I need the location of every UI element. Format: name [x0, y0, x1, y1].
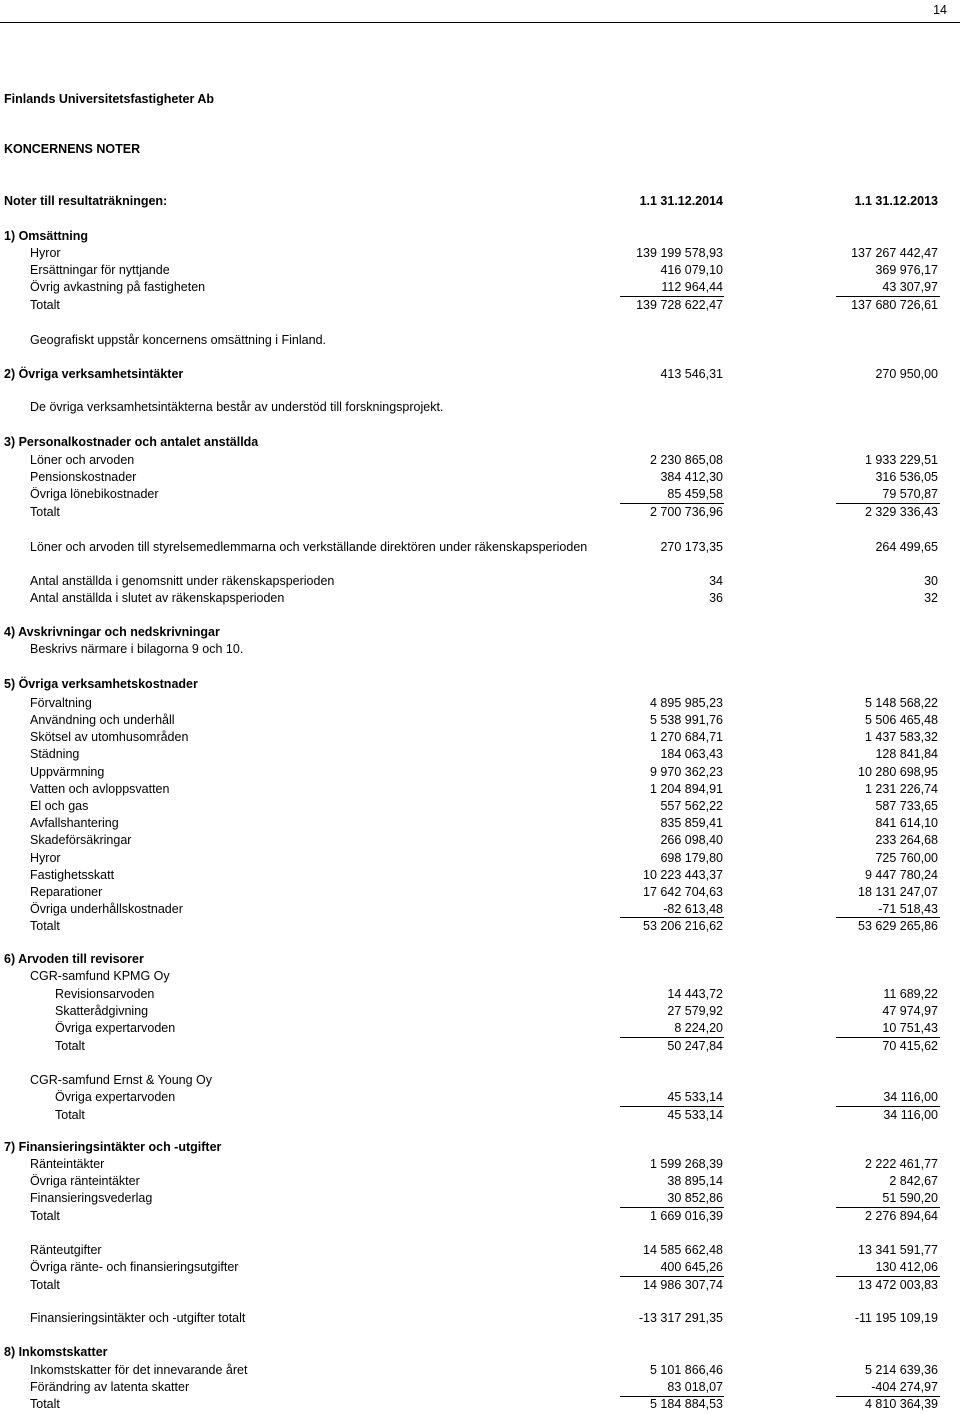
value-2013: 34 116,00 — [883, 1108, 938, 1122]
value-2014: 10 223 443,37 — [643, 868, 723, 882]
value-2014: 835 859,41 — [660, 816, 723, 830]
column-header-2013: 1.1 31.12.2013 — [854, 194, 938, 208]
total-row — [0, 918, 960, 935]
value-2014: 8 224,20 — [674, 1021, 723, 1035]
table-row — [0, 781, 960, 798]
value-2014: 50 247,84 — [667, 1039, 723, 1053]
value-2014: 698 179,80 — [660, 851, 723, 865]
row-label: Uppvärmning — [30, 765, 105, 779]
table-row — [0, 815, 960, 832]
value-2014: -82 613,48 — [663, 902, 723, 916]
value-2014: 14 443,72 — [667, 987, 723, 1001]
value-2014: 53 206 216,62 — [643, 919, 723, 933]
row-label: Löner och arvoden — [30, 453, 135, 467]
value-2014: 139 199 578,93 — [636, 246, 723, 260]
table-row — [0, 262, 960, 279]
note-1-title-row — [0, 228, 960, 245]
note-text-content: De övriga verksamhetsintäkterna består av understöd till forskningsprojekt. — [30, 400, 444, 414]
value-2013: 725 760,00 — [875, 851, 938, 865]
note-2-title-row — [0, 366, 960, 383]
value-2014: 2 700 736,96 — [650, 505, 723, 519]
value-2013: -404 274,97 — [871, 1380, 938, 1394]
table-row — [0, 1242, 960, 1259]
row-label: Övriga expertarvoden — [55, 1090, 176, 1104]
row-label: Totalt — [30, 298, 60, 312]
value-2013: 2 222 461,77 — [865, 1157, 938, 1171]
row-label: Antal anställda i slutet av räkenskapsperioden — [30, 591, 285, 605]
note-title: 7) Finansieringsintäkter och -utgifter — [4, 1140, 222, 1154]
value-2014: 38 895,14 — [667, 1174, 723, 1188]
note-5-title-row — [0, 676, 960, 693]
value-2013: 128 841,84 — [875, 747, 938, 761]
value-2013: 47 974,97 — [882, 1004, 938, 1018]
value-2013: 18 131 247,07 — [858, 885, 938, 899]
total-row — [0, 1396, 960, 1413]
value-2013: -11 195 109,19 — [854, 1311, 938, 1325]
value-2014: 139 728 622,47 — [636, 298, 723, 312]
value-2014: 14 986 307,74 — [643, 1278, 723, 1292]
value-2014: 1 204 894,91 — [650, 782, 723, 796]
row-label: Övrig avkastning på fastigheten — [30, 280, 206, 294]
value-2013: 137 680 726,61 — [851, 298, 938, 312]
total-row — [0, 1277, 960, 1294]
note-title: 3) Personalkostnader och antalet anställda — [4, 435, 259, 449]
value-2014: 5 184 884,53 — [650, 1397, 723, 1411]
value-2013: 5 214 639,36 — [865, 1363, 938, 1377]
row-label: Totalt — [30, 505, 60, 519]
value-2013: 316 536,05 — [875, 470, 938, 484]
value-2014: 4 895 985,23 — [650, 696, 723, 710]
note-title: 4) Avskrivningar och nedskrivningar — [4, 625, 220, 639]
note-title: 6) Arvoden till revisorer — [4, 952, 144, 966]
row-label: Totalt — [55, 1108, 85, 1122]
value-2013: 2 842,67 — [889, 1174, 938, 1188]
page-number: 14 — [933, 3, 947, 17]
row-label: Totalt — [30, 919, 60, 933]
table-row — [0, 279, 960, 296]
row-label: Vatten och avloppsvatten — [30, 782, 170, 796]
total-row — [0, 297, 960, 314]
table-row — [0, 1173, 960, 1190]
value-2013: 2 329 336,43 — [865, 505, 938, 519]
value-2014: 557 562,22 — [660, 799, 723, 813]
table-row — [0, 764, 960, 781]
table-row — [0, 986, 960, 1003]
value-2014: 85 459,58 — [667, 487, 723, 501]
value-2014: 416 079,10 — [660, 263, 723, 277]
table-row — [0, 245, 960, 262]
row-label: Övriga expertarvoden — [55, 1021, 176, 1035]
table-row — [0, 1089, 960, 1106]
note-7-title-row — [0, 1139, 960, 1156]
row-label: Övriga underhållskostnader — [30, 902, 183, 916]
value-2014: 1 599 268,39 — [650, 1157, 723, 1171]
table-row — [0, 746, 960, 763]
table-row — [0, 1156, 960, 1173]
value-2013: 11 689,22 — [883, 987, 938, 1001]
value-2014: 1 669 016,39 — [650, 1209, 723, 1223]
value-2013: 841 614,10 — [875, 816, 938, 830]
row-label: Revisionsarvoden — [55, 987, 155, 1001]
row-label: Användning och underhåll — [30, 713, 175, 727]
note-3-title-row — [0, 434, 960, 451]
value-2014: 9 970 362,23 — [650, 765, 723, 779]
value-2013: 1 231 226,74 — [865, 782, 938, 796]
value-2013: 79 570,87 — [882, 487, 938, 501]
value-2014: 266 098,40 — [660, 833, 723, 847]
row-label: Skötsel av utomhusområden — [30, 730, 189, 744]
table-row — [0, 452, 960, 469]
page-header — [0, 0, 960, 23]
row-label: Ränteutgifter — [30, 1243, 102, 1257]
value-2013: 264 499,65 — [875, 540, 938, 554]
value-2013: 10 751,43 — [882, 1021, 938, 1035]
row-label: Finansieringsintäkter och -utgifter totalt — [30, 1311, 246, 1325]
value-2013: 53 629 265,86 — [858, 919, 938, 933]
row-label: Hyror — [30, 851, 61, 865]
value-2014: 36 — [709, 591, 723, 605]
value-2014: 112 964,44 — [661, 280, 723, 294]
value-2014: 1 270 684,71 — [650, 730, 723, 744]
note-title: 2) Övriga verksamhetsintäkter — [4, 367, 184, 381]
value-2014: 384 412,30 — [660, 470, 723, 484]
row-label: Totalt — [30, 1397, 60, 1411]
table-row — [0, 1379, 960, 1396]
row-label: Totalt — [30, 1278, 60, 1292]
row-label: Fastighetsskatt — [30, 868, 115, 882]
table-row — [0, 901, 960, 918]
value-2013: 43 307,97 — [882, 280, 938, 294]
value-2013: -71 518,43 — [878, 902, 938, 916]
note-title: 1) Omsättning — [4, 229, 89, 243]
table-row — [0, 850, 960, 867]
value-2014: 34 — [709, 574, 723, 588]
value-2013: 5 506 465,48 — [865, 713, 938, 727]
value-2014: 5 538 991,76 — [650, 713, 723, 727]
value-2014: 184 063,43 — [660, 747, 723, 761]
note-8-title-row — [0, 1344, 960, 1361]
note-6-title-row — [0, 951, 960, 968]
value-2014: 5 101 866,46 — [650, 1363, 723, 1377]
total-row — [0, 1107, 960, 1124]
total-row — [0, 1208, 960, 1225]
row-label: Inkomstskatter för det innevarande året — [30, 1363, 248, 1377]
value-2013: 233 264,68 — [875, 833, 938, 847]
row-label: Reparationer — [30, 885, 103, 899]
row-label: Skadeförsäkringar — [30, 833, 132, 847]
row-label: Förändring av latenta skatter — [30, 1380, 190, 1394]
value-2013: 2 276 894,64 — [865, 1209, 938, 1223]
row-label: Övriga ränte- och finansieringsutgifter — [30, 1260, 239, 1274]
note-title: 5) Övriga verksamhetskostnader — [4, 677, 198, 691]
note-text-content: Beskrivs närmare i bilagorna 9 och 10. — [30, 642, 244, 656]
table-row — [0, 1190, 960, 1207]
note-text — [0, 399, 960, 416]
value-2014: 270 173,35 — [660, 540, 723, 554]
value-2013: 5 148 568,22 — [865, 696, 938, 710]
row-label: El och gas — [30, 799, 89, 813]
table-row — [0, 798, 960, 815]
value-2013: 13 472 003,83 — [858, 1278, 938, 1292]
value-2014: 30 852,86 — [667, 1191, 723, 1205]
row-label: Övriga ränteintäkter — [30, 1174, 140, 1188]
row-label: Avfallshantering — [30, 816, 119, 830]
value-2013: 270 950,00 — [875, 367, 938, 381]
row-label: Övriga lönebikostnader — [30, 487, 159, 501]
row-label: Antal anställda i genomsnitt under räkenskapsperioden — [30, 574, 335, 588]
table-row — [0, 1259, 960, 1276]
row-label: Pensionskostnader — [30, 470, 137, 484]
table-row — [0, 573, 960, 590]
table-row — [0, 729, 960, 746]
row-label: Städning — [30, 747, 80, 761]
subheading — [0, 968, 960, 985]
row-label: Totalt — [30, 1209, 60, 1223]
value-2013: 1 933 229,51 — [865, 453, 938, 467]
value-2014: 2 230 865,08 — [650, 453, 723, 467]
row-label: Förvaltning — [30, 696, 92, 710]
value-2013: 34 116,00 — [883, 1090, 938, 1104]
auditor-name: CGR-samfund KPMG Oy — [30, 969, 170, 983]
column-header-label: Noter till resultaträkningen: — [4, 194, 168, 208]
value-2014: 45 533,14 — [667, 1090, 723, 1104]
row-label: Totalt — [55, 1039, 85, 1053]
section-title: KONCERNENS NOTER — [4, 142, 141, 156]
column-header-row — [0, 193, 960, 210]
table-row — [0, 1020, 960, 1037]
table-row — [0, 1362, 960, 1379]
value-2013: 4 810 364,39 — [865, 1397, 938, 1411]
value-2013: 137 267 442,47 — [851, 246, 938, 260]
table-row — [0, 712, 960, 729]
note-text — [0, 641, 960, 658]
row-label: Hyror — [30, 246, 61, 260]
value-2013: 587 733,65 — [875, 799, 938, 813]
table-row — [0, 590, 960, 607]
value-2013: 30 — [924, 574, 938, 588]
value-2014: 17 642 704,63 — [643, 885, 723, 899]
table-row — [0, 884, 960, 901]
note-text-content: Geografiskt uppstår koncernens omsättning i Finland. — [30, 333, 326, 347]
value-2013: 369 976,17 — [875, 263, 938, 277]
subheading — [0, 1072, 960, 1089]
value-2013: 1 437 583,32 — [865, 730, 938, 744]
value-2014: 14 585 662,48 — [643, 1243, 723, 1257]
value-2014: 45 533,14 — [667, 1108, 723, 1122]
table-row — [0, 867, 960, 884]
table-row — [0, 469, 960, 486]
total-row — [0, 1310, 960, 1327]
table-row — [0, 695, 960, 712]
note-text — [0, 332, 960, 349]
table-row — [0, 486, 960, 503]
table-row — [0, 832, 960, 849]
column-header-2014: 1.1 31.12.2014 — [639, 194, 723, 208]
value-2013: 70 415,62 — [882, 1039, 938, 1053]
value-2013: 9 447 780,24 — [865, 868, 938, 882]
value-2014: 413 546,31 — [660, 367, 723, 381]
company-name: Finlands Universitetsfastigheter Ab — [4, 92, 214, 106]
value-2013: 10 280 698,95 — [858, 765, 938, 779]
row-label: Finansieringsvederlag — [30, 1191, 153, 1205]
row-label: Ersättningar för nyttjande — [30, 263, 170, 277]
value-2014: 400 645,26 — [660, 1260, 723, 1274]
table-row — [0, 539, 960, 556]
note-title: 8) Inkomstskatter — [4, 1345, 108, 1359]
value-2013: 32 — [924, 591, 938, 605]
value-2014: -13 317 291,35 — [638, 1311, 723, 1325]
value-2013: 130 412,06 — [875, 1260, 938, 1274]
value-2013: 51 590,20 — [882, 1191, 938, 1205]
value-2014: 83 018,07 — [667, 1380, 723, 1394]
row-label: Ränteintäkter — [30, 1157, 105, 1171]
total-row — [0, 504, 960, 521]
table-row — [0, 1003, 960, 1020]
row-label: Löner och arvoden till styrelsemedlemmarna och verkställande direktören under räkenskapsperioden — [30, 540, 588, 554]
value-2014: 27 579,92 — [667, 1004, 723, 1018]
total-row — [0, 1038, 960, 1055]
value-2013: 13 341 591,77 — [858, 1243, 938, 1257]
row-label: Skatterådgivning — [55, 1004, 149, 1018]
auditor-name: CGR-samfund Ernst & Young Oy — [30, 1073, 213, 1087]
note-4-title-row — [0, 624, 960, 641]
